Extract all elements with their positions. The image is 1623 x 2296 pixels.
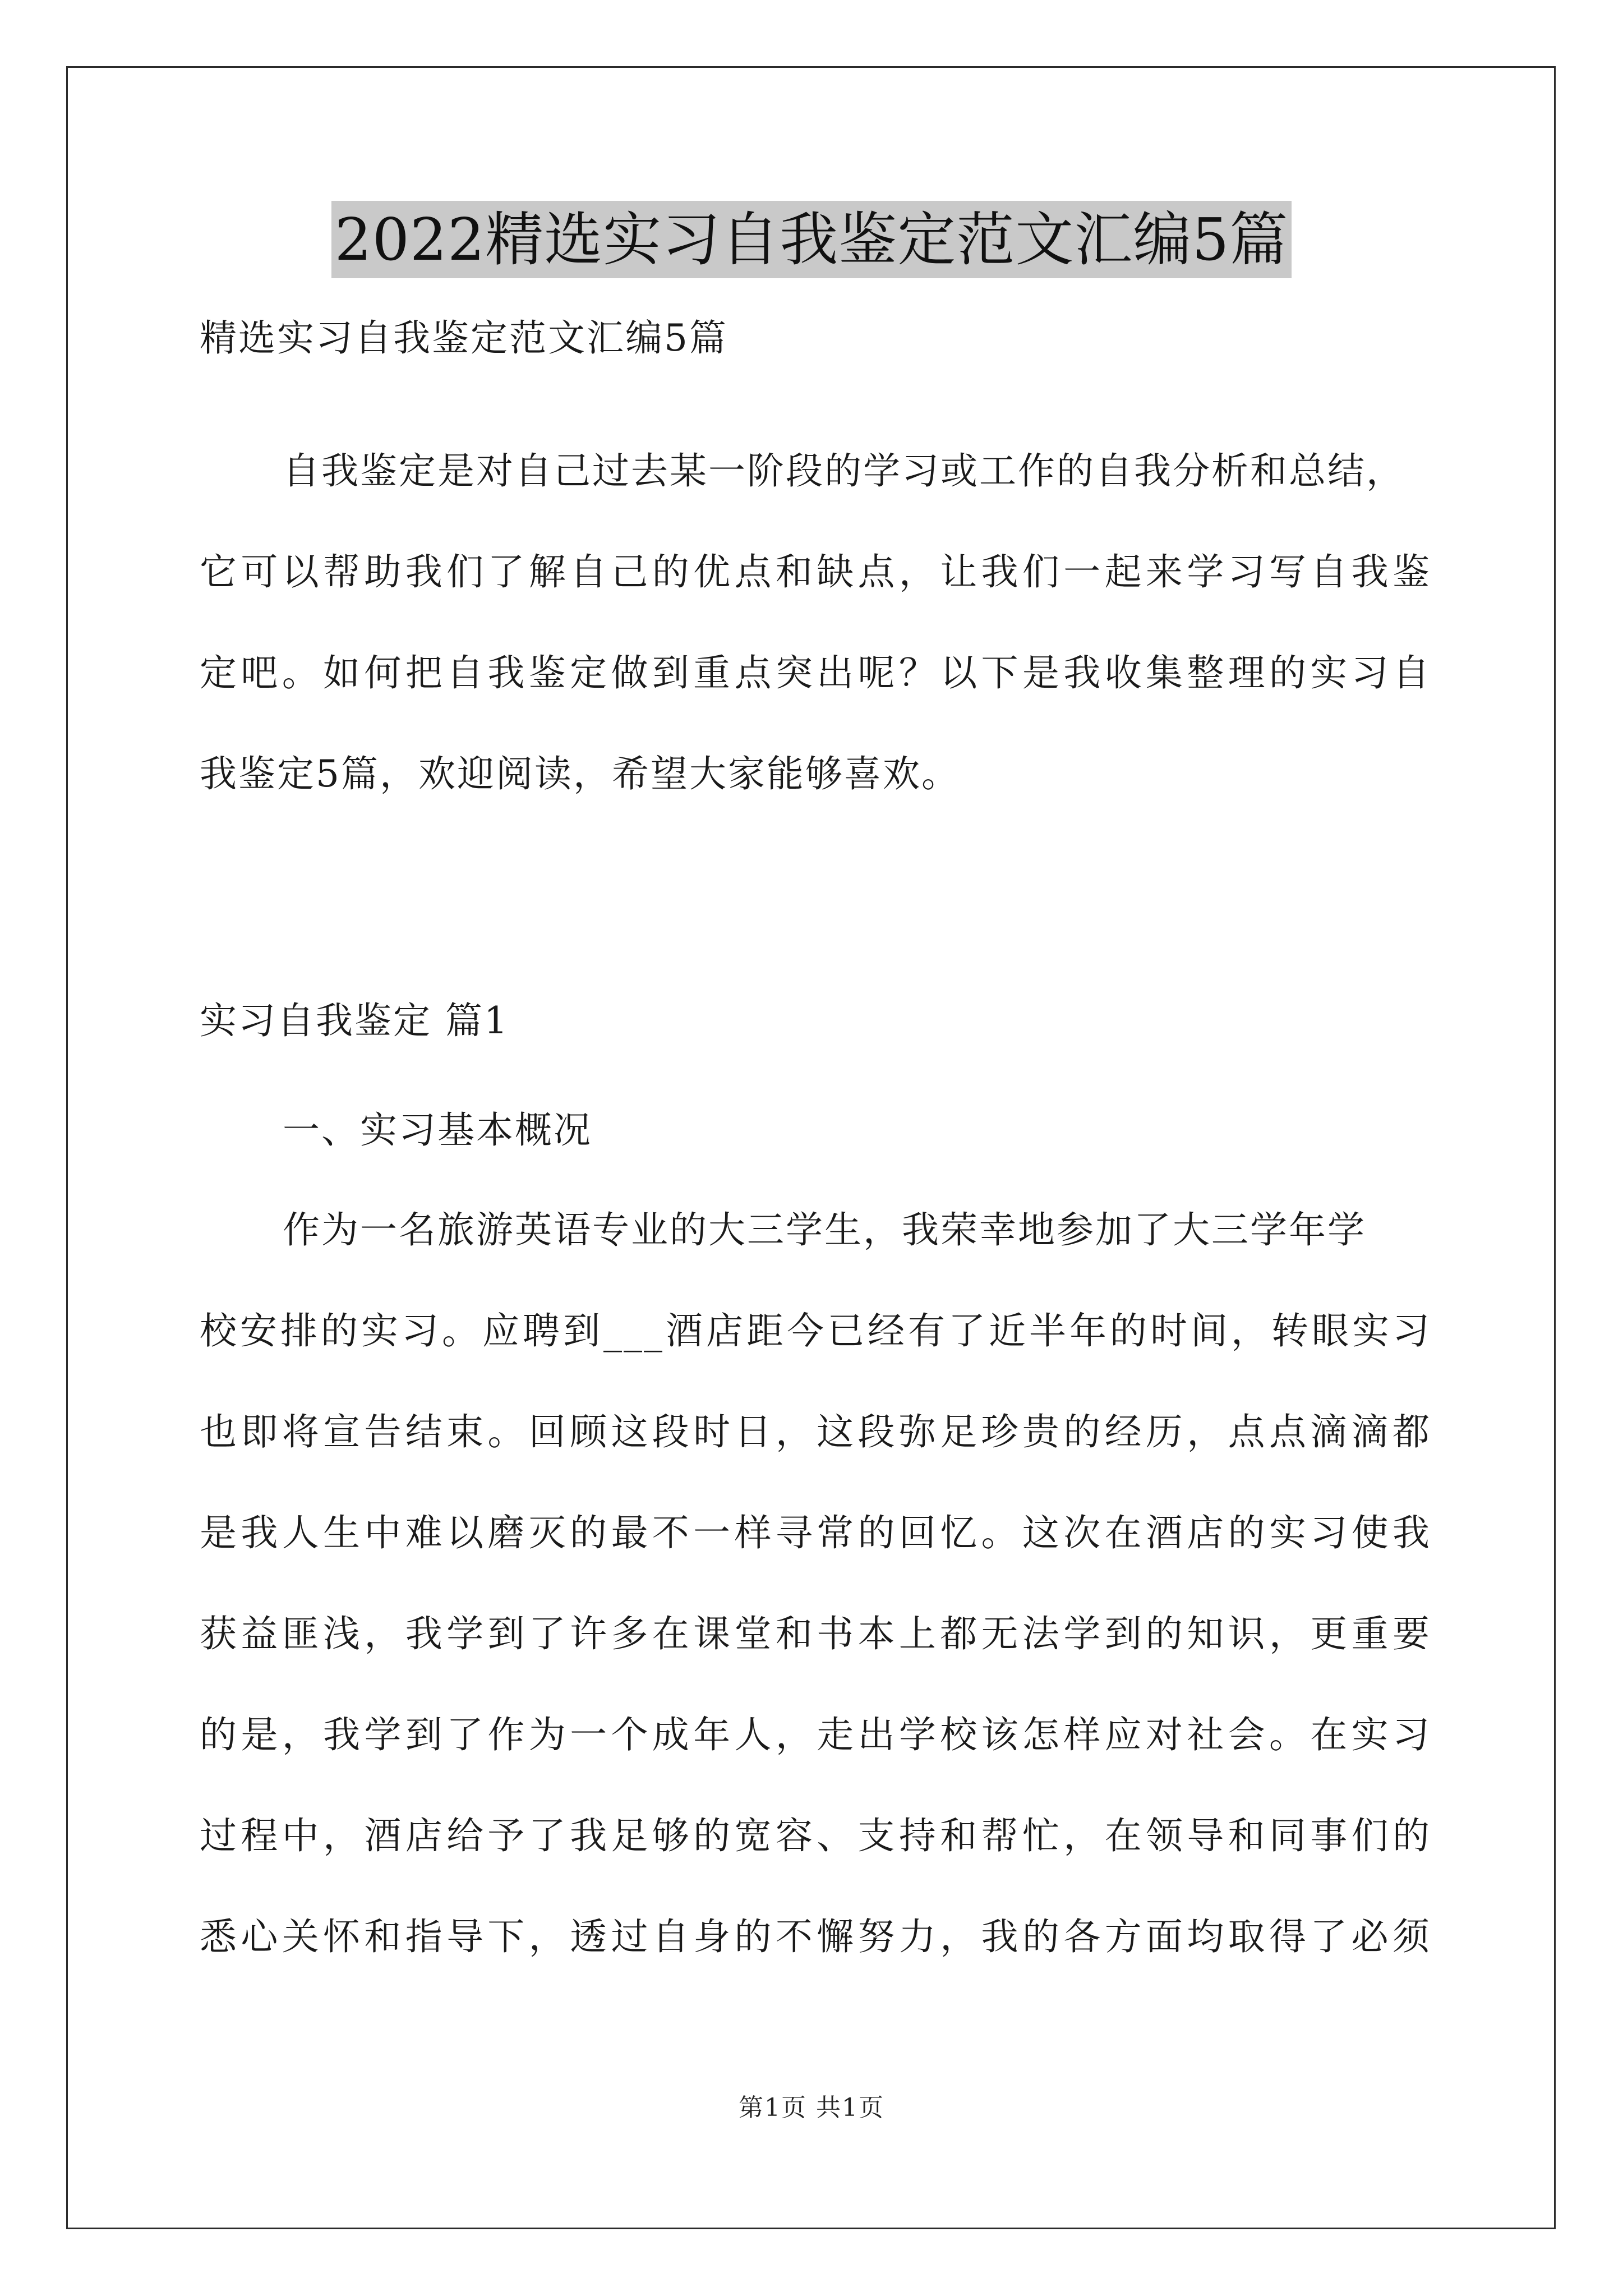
body-line: 过程中，酒店给予了我足够的宽容、支持和帮忙，在领导和同事们的	[200, 1814, 1431, 1857]
document-title: 2022精选实习自我鉴定范文汇编5篇	[331, 201, 1292, 278]
document-subtitle: 精选实习自我鉴定范文汇编5篇	[200, 316, 728, 360]
page-footer: 第1页 共1页	[739, 2093, 884, 2122]
sub-heading: 一、实习基本概况	[283, 1108, 592, 1152]
body-line: 也即将宣告结束。回顾这段时日，这段弥足珍贵的经历，点点滴滴都	[200, 1410, 1431, 1453]
intro-line: 我鉴定5篇，欢迎阅读，希望大家能够喜欢。	[200, 752, 960, 795]
body-line: 悉心关怀和指导下，透过自身的不懈努力，我的各方面均取得了必须	[200, 1915, 1431, 1958]
body-line: 是我人生中难以磨灭的最不一样寻常的回忆。这次在酒店的实习使我	[200, 1511, 1431, 1554]
intro-line: 自我鉴定是对自己过去某一阶段的学习或工作的自我分析和总结，	[283, 449, 1405, 493]
intro-line: 定吧。如何把自我鉴定做到重点突出呢？以下是我收集整理的实习自	[200, 651, 1431, 694]
body-line: 作为一名旅游英语专业的大三学生，我荣幸地参加了大三学年学	[283, 1208, 1366, 1251]
body-line: 校安排的实习。应聘到___酒店距今已经有了近半年的时间，转眼实习	[200, 1309, 1431, 1352]
title-container	[0, 201, 1623, 278]
body-line: 获益匪浅，我学到了许多在课堂和书本上都无法学到的知识，更重要	[200, 1612, 1431, 1655]
body-line: 的是，我学到了作为一个成年人，走出学校该怎样应对社会。在实习	[200, 1713, 1431, 1756]
intro-line: 它可以帮助我们了解自己的优点和缺点，让我们一起来学习写自我鉴	[200, 550, 1431, 593]
section-heading: 实习自我鉴定 篇1	[200, 999, 509, 1042]
